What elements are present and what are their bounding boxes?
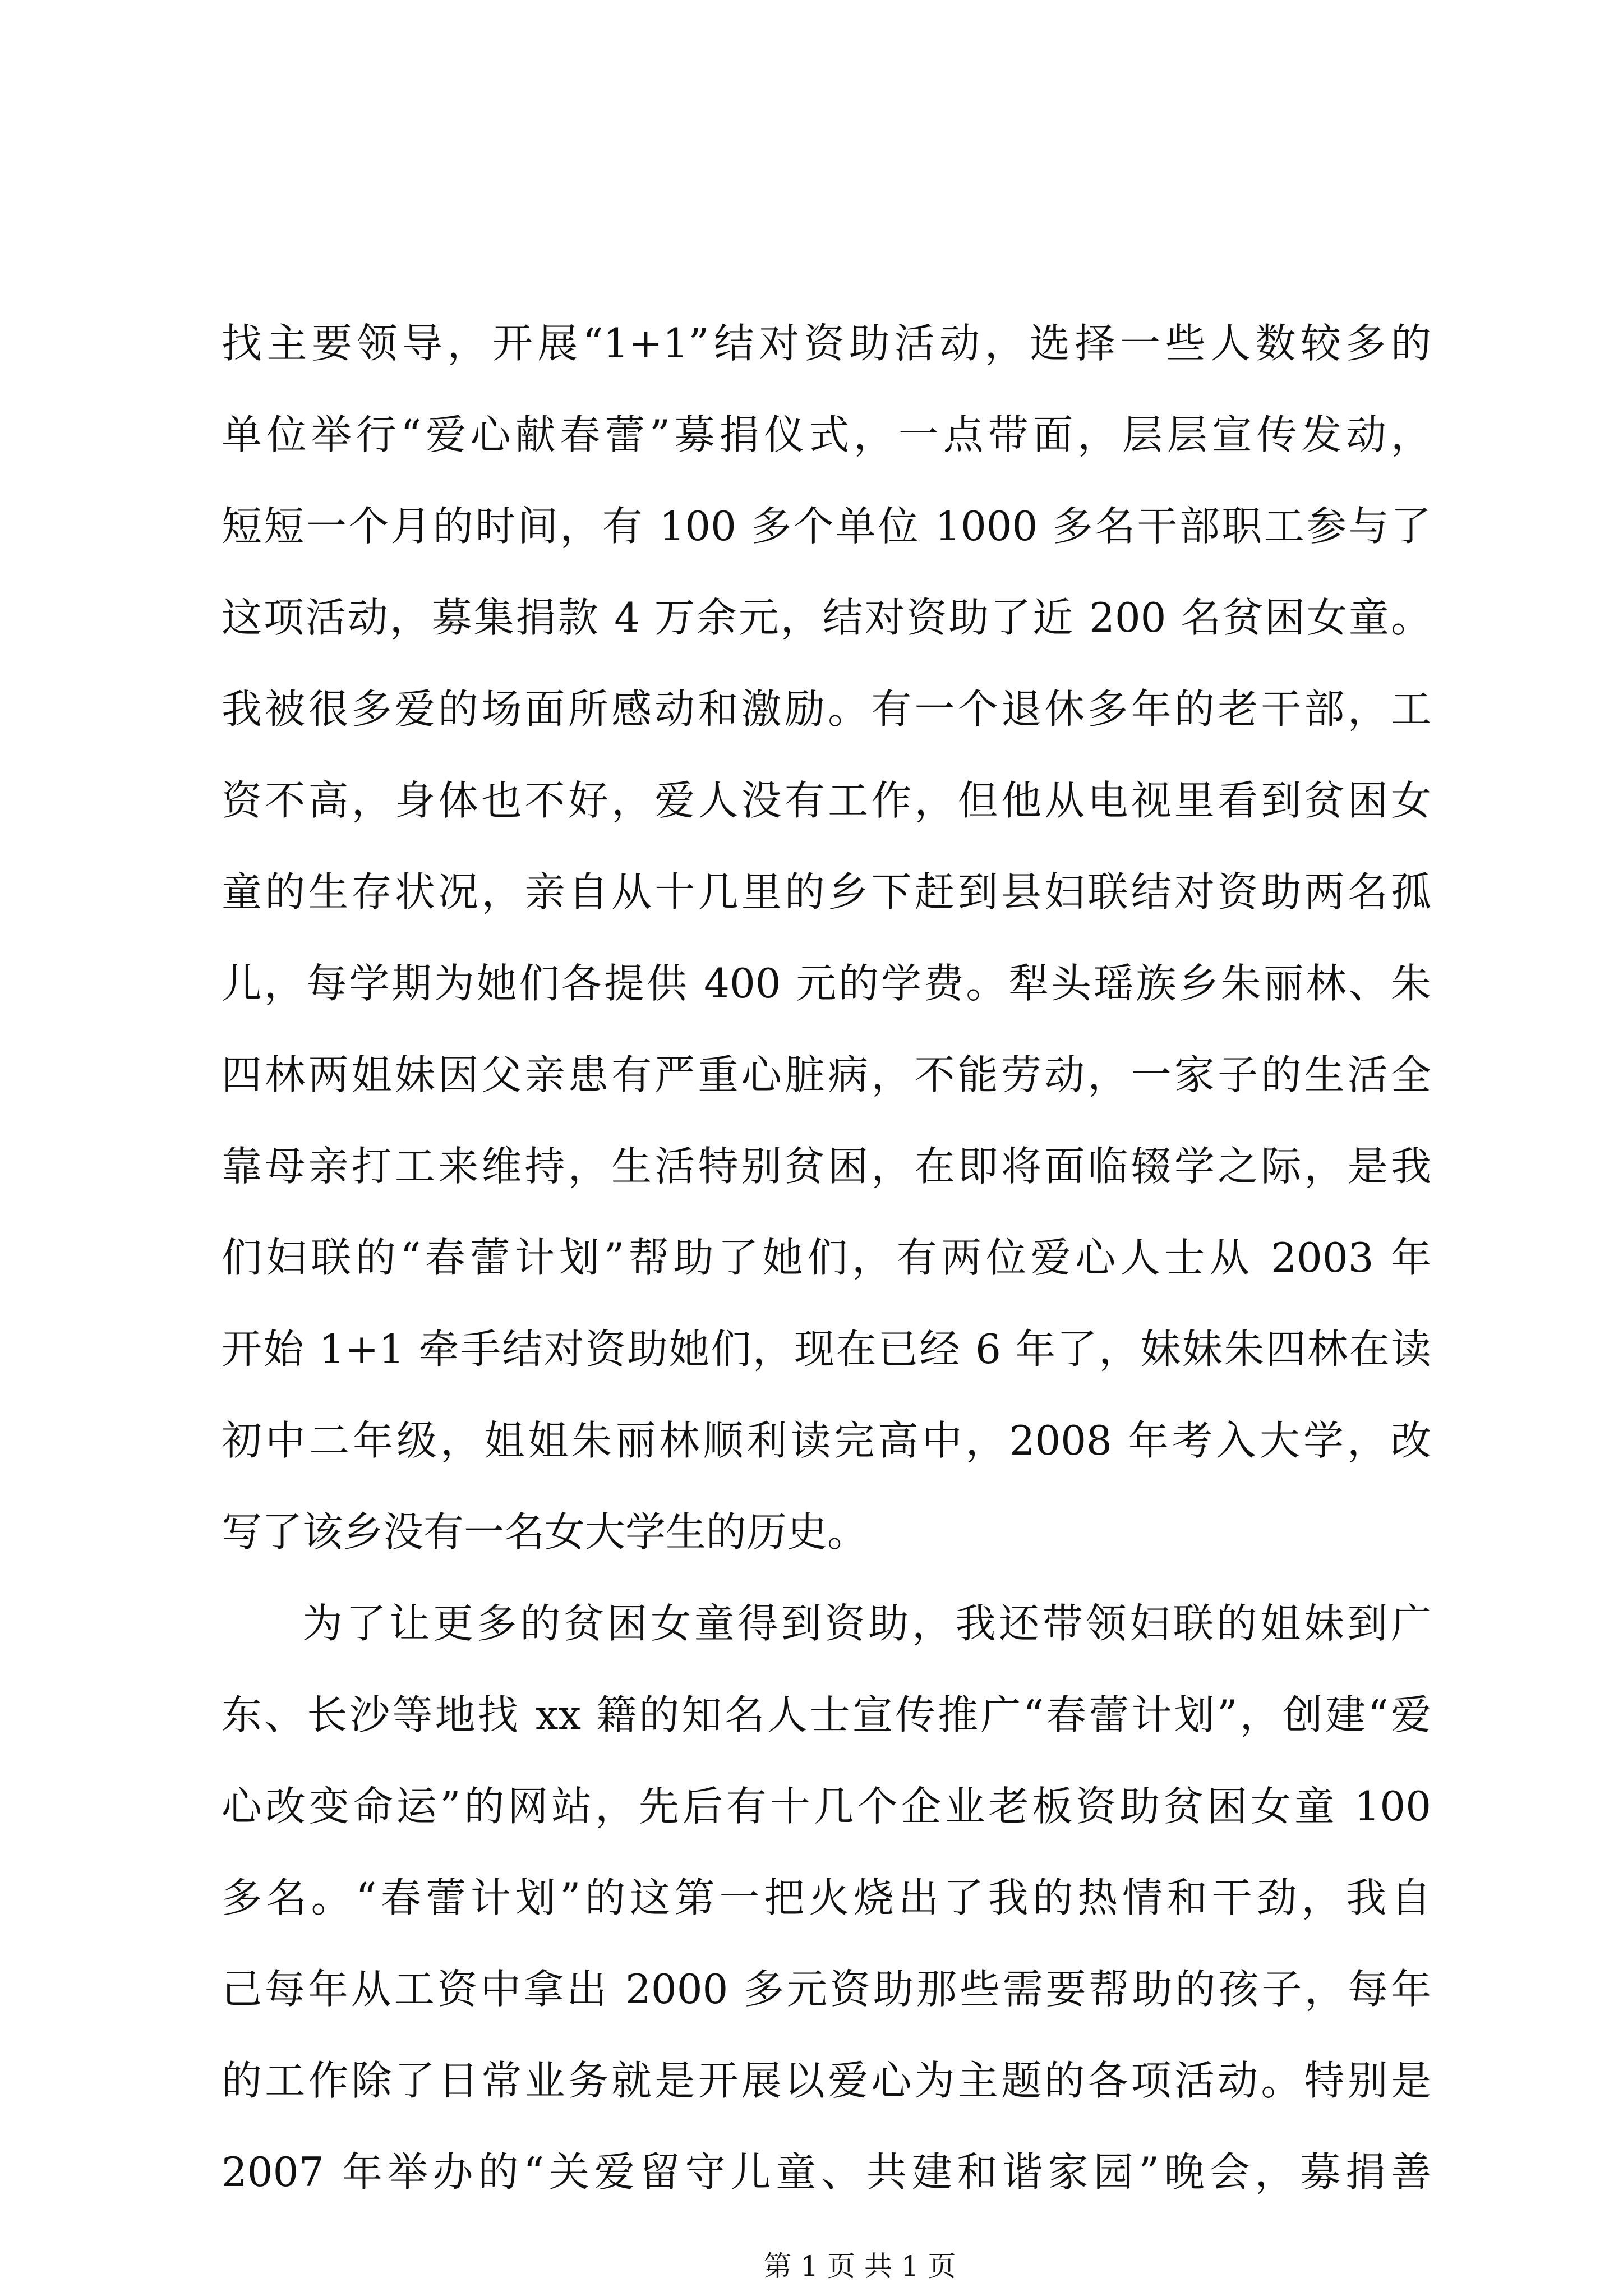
paragraph-line: 多名。“春蕾计划”的这第一把火烧出了我的热情和干劲，我自 xyxy=(222,1874,1431,1921)
page-number-label: 第 1 页 共 1 页 xyxy=(763,2250,956,2283)
paragraph-line: 2007 年举办的“关爱留守儿童、共建和谐家园”晚会，募捐善 xyxy=(222,2148,1431,2196)
paragraph-line: 东、长沙等地找 xx 籍的知名人士宣传推广“春蕾计划”，创建“爱 xyxy=(222,1691,1431,1738)
paragraph-line: 的工作除了日常业务就是开展以爱心为主题的各项活动。特别是 xyxy=(222,2057,1431,2104)
paragraph-line: 为了让更多的贫困女童得到资助，我还带领妇联的姐妹到广 xyxy=(302,1600,1431,1647)
paragraph-line: 单位举行“爱心献春蕾”募捐仪式，一点带面，层层宣传发动， xyxy=(222,411,1431,458)
paragraph-line: 四林两姐妹因父亲患有严重心脏病，不能劳动，一家子的生活全 xyxy=(222,1051,1431,1098)
paragraph-line: 开始 1+1 牵手结对资助她们，现在已经 6 年了，妹妹朱四林在读 xyxy=(222,1326,1431,1373)
paragraph-line: 资不高，身体也不好，爱人没有工作，但他从电视里看到贫困女 xyxy=(222,777,1431,824)
paragraph-line: 们妇联的“春蕾计划”帮助了她们，有两位爱心人士从 2003 年 xyxy=(222,1234,1431,1281)
paragraph-line: 儿，每学期为她们各提供 400 元的学费。犁头瑶族乡朱丽林、朱 xyxy=(222,960,1431,1007)
document-body xyxy=(222,298,1431,2218)
paragraph xyxy=(222,1578,1431,2218)
paragraph xyxy=(222,298,1431,1578)
paragraph-line: 童的生存状况，亲自从十几里的乡下赶到县妇联结对资助两名孤 xyxy=(222,868,1431,915)
paragraph-line: 初中二年级，姐姐朱丽林顺利读完高中，2008 年考入大学，改 xyxy=(222,1417,1431,1464)
paragraph-line: 己每年从工资中拿出 2000 多元资助那些需要帮助的孩子，每年 xyxy=(222,1966,1431,2013)
paragraph-line: 我被很多爱的场面所感动和激励。有一个退休多年的老干部，工 xyxy=(222,685,1431,733)
paragraph-line: 找主要领导，开展“1+1”结对资助活动，选择一些人数较多的 xyxy=(222,320,1431,367)
paragraph-line: 写了该乡没有一名女大学生的历史。 xyxy=(222,1508,868,1556)
paragraph-line: 这项活动，募集捐款 4 万余元，结对资助了近 200 名贫困女童。 xyxy=(222,594,1431,641)
paragraph-line: 靠母亲打工来维持，生活特别贫困，在即将面临辍学之际，是我 xyxy=(222,1143,1431,1190)
paragraph-line: 心改变命运”的网站，先后有十几个企业老板资助贫困女童 100 xyxy=(222,1783,1431,1830)
page-footer xyxy=(0,2248,1623,2284)
paragraph-line: 短短一个月的时间，有 100 多个单位 1000 多名干部职工参与了 xyxy=(222,503,1431,550)
